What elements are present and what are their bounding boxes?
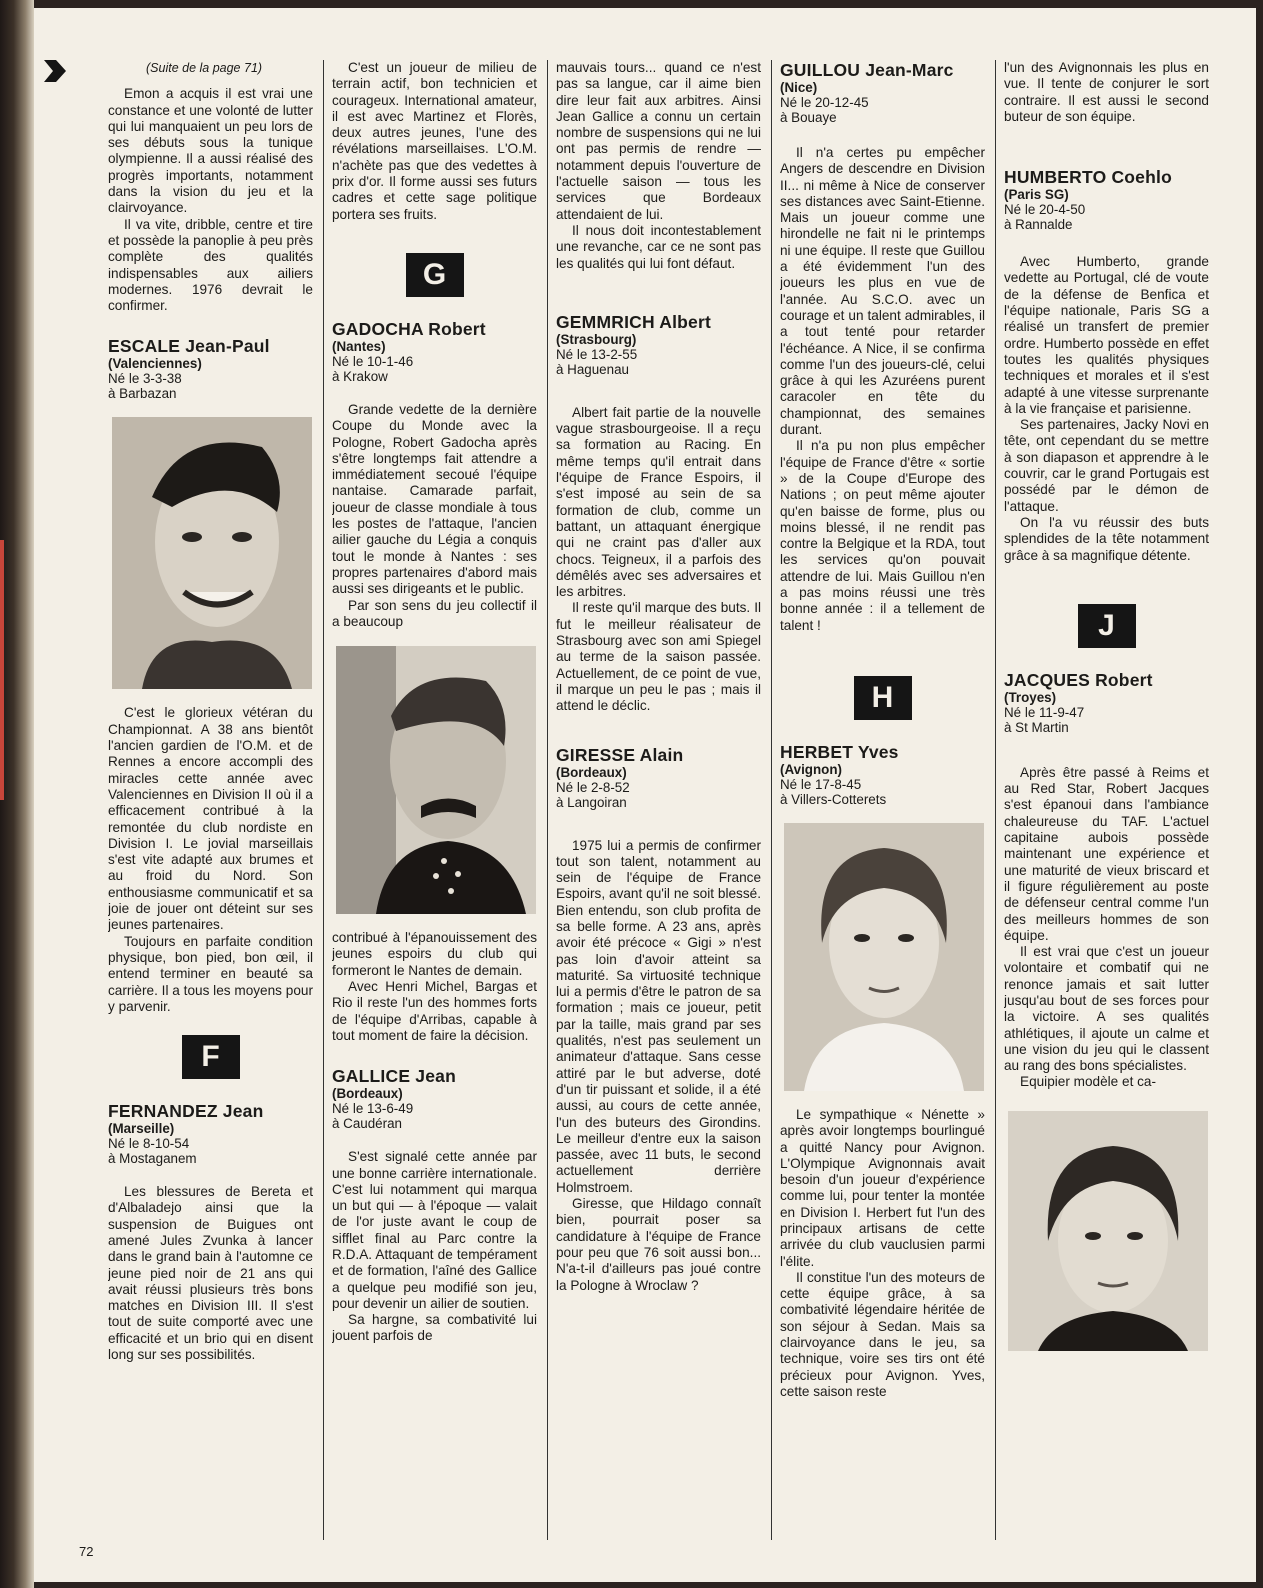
player-club: (Avignon) <box>780 761 842 777</box>
player-birthplace: à Rannalde <box>1004 217 1073 233</box>
player-birthdate: Né le 20-12-45 <box>780 95 869 110</box>
continuation-arrow-icon <box>44 60 66 82</box>
player-birthplace: à Langoiran <box>556 794 627 810</box>
column-2 <box>332 60 537 1540</box>
player-birthdate: Né le 3-3-38 <box>108 371 182 387</box>
paragraph: Avec Henri Michel, Bargas et Rio il reste l'un des hommes forts de l'équipe d'Arribas, capable à tout moment de faire la décision. <box>332 979 537 1043</box>
player-birthplace: à Krakow <box>332 368 388 384</box>
player-club: (Nantes) <box>332 338 386 354</box>
player-birthdate: Né le 2-8-52 <box>556 779 630 795</box>
player-firstname: Jean-Marc <box>865 60 954 80</box>
paragraph: C'est le glorieux vétéran du Championnat. A 38 ans bientôt l'ancien gardien de l'O.M. et de Rennes a encore accompli des miracles cette année avec Valenciennes en Division II où il a efficacement contribué à la remontée du club nordiste en Division I. Le jovial marseillais s'est vite adapté aux brumes et au froid du Nord. Son enthousiasme communicatif et sa joie de jouer ont déteint sur ses jeunes partenaires. <box>108 705 313 933</box>
player-firstname: Robert <box>1095 669 1153 690</box>
player-birthplace: à Caudéran <box>332 1116 402 1132</box>
paragraph: contribué à l'épanouissement des jeunes espoirs du club qui formeront le Nantes de demain. <box>332 930 537 978</box>
player-club: (Bordeaux) <box>556 764 627 780</box>
player-surname: GEMMRICH <box>556 311 655 332</box>
player-birthdate: Né le 13-6-49 <box>332 1101 414 1117</box>
paragraph: l'un des Avignonnais les plus en vue. Il tente de conjurer le sort contraire. Il est aussi le second buteur de son équipe. <box>1004 60 1209 124</box>
paragraph: Après être passé à Reims et au Red Star, Robert Jacques s'est épanoui dans l'ambiance chaleureuse du TAF. L'actuel capitaine aubois possède maintenant une expérience et une maturité de vieux briscard et il figure régulièrement au poste de défenseur central comme l'un des meilleurs hommes de son équipe. <box>1004 764 1209 943</box>
player-birthplace: à Bouaye <box>780 110 837 125</box>
paragraph: Avec Humberto, grande vedette au Portugal, clé de voute de la défense de Benfica et l'équipe nationale, Paris SG a réalisé un transfert de premier ordre. Humberto possède en effet toutes les qualités physiques techniques et morales et il s'est adapté à une vitesse surprenante à la vie française et parisienne. <box>1004 254 1209 416</box>
column-rule <box>995 60 996 1540</box>
player-header-gadocha <box>332 319 537 384</box>
paragraph: S'est signalé cette année par une bonne carrière internationale. C'est lui notamment qui marqua un but qui — à l'époque — valait de l'or juste avant le coup de sifflet final au Parc contre la R.D.A. Attaquant de tempérament et de formation, l'aîné des Gallice a quelque peu modifié son jeu, pour devenir un ailier de soutien. <box>332 1149 537 1311</box>
player-header-herbet <box>780 742 985 807</box>
paragraph: Les blessures de Bereta et d'Albaladejo ainsi que la suspension de Buigues ont amené Jules Zvunka à lancer dans le grand bain à l'automne ce jeune pied noir de 21 ans qui avait réussi plusieurs très bons matches en Division III. Il s'est tout de suite comporté avec une efficacité et un brio qui en disent long sur ses possibilités. <box>108 1184 313 1363</box>
player-header-gemmrich <box>556 312 761 377</box>
player-birthdate: Né le 20-4-50 <box>1004 202 1086 218</box>
paragraph: Albert fait partie de la nouvelle vague strasbourgeoise. Il a reçu sa formation au Racing. En même temps qu'il entrait dans l'équipe de France Espoirs, il s'est imposé au sein de sa formation de club, comme un battant, un attaquant énergique qui ne craint pas d'aller aux chocs. Teigneux, il a parfois des démêlés avec ses adversaires et les arbitres. <box>556 404 761 600</box>
player-surname: FERNANDEZ <box>108 1101 218 1122</box>
paragraph: Ses partenaires, Jacky Novi en tête, ont cependant du se mettre à son diapason et apprendre à le couvrir, car le grand Portugais est possédé par le démon de l'attaque. <box>1004 417 1209 514</box>
page-number: 72 <box>79 1544 94 1559</box>
player-club: (Strasbourg) <box>556 331 637 347</box>
player-birthdate: Né le 17-8-45 <box>780 776 862 792</box>
paragraph: Giresse, que Hildago connaît bien, pourrait poser sa candidature à l'équipe de France pour peu que 76 soit aussi bon... N'a-t-il d'ailleurs pas joué contre la Pologne à Wroclaw ? <box>556 1196 761 1293</box>
player-firstname: Jean <box>222 1101 264 1122</box>
player-club: (Valenciennes) <box>108 356 202 372</box>
player-club: (Troyes) <box>1004 689 1057 705</box>
player-photo-herbet <box>784 823 984 1091</box>
player-header-escale <box>108 336 313 401</box>
paragraph: Par son sens du jeu collectif il a beaucoup <box>332 597 537 629</box>
player-surname: GUILLOU <box>780 60 861 80</box>
player-photo-escale <box>112 417 312 689</box>
player-surname: HERBET <box>780 741 854 762</box>
section-letter-g: G <box>406 253 464 297</box>
player-club: (Nice) <box>780 80 818 95</box>
paragraph: Sa hargne, sa combativité lui jouent parfois de <box>332 1312 537 1344</box>
page-edge-mark <box>0 540 4 800</box>
column-4 <box>780 60 985 1540</box>
paragraph: Il n'a certes pu empêcher Angers de descendre en Division II... ni même à Nice de conserver ses distances avec Saint-Etienne. Mais un joueur comme une hirondelle ne fait ni le printemps ni une équipe. Il reste que Guillou a été évidemment l'un des joueurs les plus en vue de l'année. Au S.C.O. avec un courage et un talent admirables, il a tout tenté pour retarder l'échéance. A Nice, il se confirma comme l'un des joueurs-clé, celui grâce à qui les Azuréens purent caracoler en tête du championnat, des semaines durant. <box>780 145 985 438</box>
magazine-binding <box>0 0 34 1588</box>
player-club: (Paris SG) <box>1004 187 1069 203</box>
column-5 <box>1004 60 1209 1540</box>
player-club: (Bordeaux) <box>332 1086 403 1102</box>
paragraph: Il reste qu'il marque des buts. Il fut le meilleur réalisateur de Strasbourg avec son ami Spiegel au terme de la saison passée. Actuellement, de ce point de vue, il marque un peu le pas ; mais il attend le déclic. <box>556 600 761 714</box>
player-surname: HUMBERTO <box>1004 167 1107 188</box>
player-photo-gadocha <box>336 646 536 914</box>
player-header-fernandez <box>108 1101 313 1166</box>
player-surname: GIRESSE <box>556 744 636 765</box>
player-header-jacques <box>1004 670 1209 735</box>
paragraph: mauvais tours... quand ce n'est pas sa langue, car il aime bien dire leur fait aux arbitres. Ainsi Jean Gallice a connu un certain nombre de suspensions qui ne lui ont pas permis de rendre — notamment depuis l'ouverture de l'actuelle saison — tous les services que Bordeaux attendaient de lui. <box>556 60 761 222</box>
paragraph: Equipier modèle et ca- <box>1020 1074 1157 1090</box>
player-firstname: Jean <box>415 1066 456 1087</box>
player-firstname: Albert <box>659 311 712 332</box>
paragraph: Le sympathique « Nénette » après avoir longtemps bourlingué a quitté Nancy pour Avignon. L'Olympique Avignonnais avait besoin d'un joueur d'expérience comme lui, pour tenter la montée en Division I. Herbert fut l'un des principaux artisans de cette arrivée du club vauclusien parmi l'élite. <box>780 1106 985 1269</box>
paragraph: Il constitue l'un des moteurs de cette équipe grâce, à sa combativité légendaire héritée de son séjour à Sedan. Mais sa clairvoyance dans le jeu, sa technique, voire ses tirs ont été précieux pour Avignon. Yves, cette saison reste <box>780 1269 985 1399</box>
column-rule <box>323 60 324 1540</box>
player-firstname: Alain <box>639 744 684 765</box>
player-birthplace: à Villers-Cotterets <box>780 791 887 807</box>
player-birthplace: à Mostaganem <box>108 1151 197 1167</box>
paragraph: Emon a acquis il est vrai une constance et une volonté de lutter qui lui manquaient un peu lors de ses débuts sous la tunique olympienne. Il a aussi réalisé des progrès importants, notamment dans la vision du jeu et la clairvoyance. <box>108 86 313 216</box>
player-photo-jacques <box>1008 1111 1208 1351</box>
column-rule <box>547 60 548 1540</box>
paragraph: Il nous doit incontestablement une revanche, car ce ne sont pas les qualités qui lui font défaut. <box>556 222 761 271</box>
paragraph: Il est vrai que c'est un joueur volontaire et combatif qui ne renonce jamais et sait lutter jusqu'au bout de ses forces pour la victoire. A ses qualités athlétiques, il ajoute un calme et une vision du jeu qui le classent au rang des bons spécialistes. <box>1004 944 1209 1074</box>
player-birthplace: à Barbazan <box>108 386 177 402</box>
column-3 <box>556 60 761 1540</box>
player-surname: GALLICE <box>332 1066 411 1087</box>
player-surname: GADOCHA <box>332 318 424 339</box>
continuation-note: (Suite de la page 71) <box>146 61 263 75</box>
player-birthdate: Né le 8-10-54 <box>108 1136 190 1152</box>
paragraph: 1975 lui a permis de confirmer tout son talent, notamment au sein de l'équipe de France Espoirs, avant qu'il ne soit blessé. Bien entendu, son club profita de sa belle forme. A 23 ans, après avoir été précoce « Gigi » n'est pas loin d'avoir atteint sa maturité. Sa virtuosité technique lui a permis d'être le patron de sa formation ; mais ce joueur, petit par la taille, mais grand par ses qualités, n'est pas seulement un animateur d'attaque. Sans cesse attiré par le but adverse, doté d'un tir puissant et solide, il a été aussi, au cours de cette année, l'un des buteurs des Girondins. Le meilleur d'entre eux la saison passée, avec 11 buts, le second actuellement derrière Holmstroem. <box>556 837 761 1195</box>
paragraph: On l'a vu réussir des buts splendides de la tête notamment grâce à sa magnifique détente. <box>1004 514 1209 563</box>
player-birthdate: Né le 13-2-55 <box>556 346 638 362</box>
column-rule <box>771 60 772 1540</box>
paragraph: Toujours en parfaite condition physique, bon pied, bon œil, il entend terminer en beauté sa carrière. Il a tous les moyens pour y parvenir. <box>108 933 313 1014</box>
paragraph: Grande vedette de la dernière Coupe du Monde avec la Pologne, Robert Gadocha après s'être longtemps fait attendre a immédiatement secoué l'équipe nantaise. Camarade parfait, joueur de classe mondiale à tous les postes de l'attaque, l'ancien ailier gauche du Légia a conquis tout le monde à Nantes : ses propres partenaires d'abord mais aussi ses dirigeants et le public. <box>332 401 537 597</box>
player-firstname: Yves <box>857 741 899 762</box>
column-1 <box>108 60 313 1540</box>
section-letter-j: J <box>1078 604 1136 648</box>
player-surname: JACQUES <box>1004 669 1091 690</box>
section-letter-h: H <box>854 676 912 720</box>
player-header-gallice <box>332 1066 537 1131</box>
player-header-humberto <box>1004 167 1209 232</box>
player-firstname: Coehlo <box>1111 167 1172 188</box>
player-birthdate: Né le 11-9-47 <box>1004 704 1085 720</box>
player-surname: ESCALE <box>108 336 181 357</box>
player-birthplace: à St Martin <box>1004 719 1069 735</box>
player-birthdate: Né le 10-1-46 <box>332 353 414 369</box>
player-header-guillou <box>780 60 985 125</box>
section-letter-f: F <box>182 1035 240 1079</box>
paragraph: C'est un joueur de milieu de terrain actif, bon technicien et courageux. International amateur, il est avec Martinez et Florès, deux autres jeunes, l'une des révélations marseillaises. L'O.M. n'achète pas que des vedettes à prix d'or. Il forme aussi ses futurs cadres et cette sage politique portera ses fruits. <box>332 60 537 222</box>
player-club: (Marseille) <box>108 1121 175 1137</box>
player-firstname: Robert <box>428 318 486 339</box>
magazine-page <box>34 8 1256 1582</box>
paragraph: Il n'a pu non plus empêcher l'équipe de France d'être « sortie » de la Coupe d'Europe des Nations ; on peut même ajouter qu'en baisse de forme, plus ou moins blessé, il ne rendit pas contre la Belgique et la RDA, tout les services qu'on pouvait attendre de lui. Mais Guillou n'en a pas moins réussi une très bonne année : il a tellement de talent ! <box>780 438 985 633</box>
player-birthplace: à Haguenau <box>556 361 629 377</box>
player-firstname: Jean-Paul <box>185 336 270 357</box>
paragraph: Il va vite, dribble, centre et tire et possède la panoplie à peu près complète des qualités indispensables aux ailiers modernes. 1976 devrait le confirmer. <box>108 216 313 314</box>
player-header-giresse <box>556 745 761 810</box>
